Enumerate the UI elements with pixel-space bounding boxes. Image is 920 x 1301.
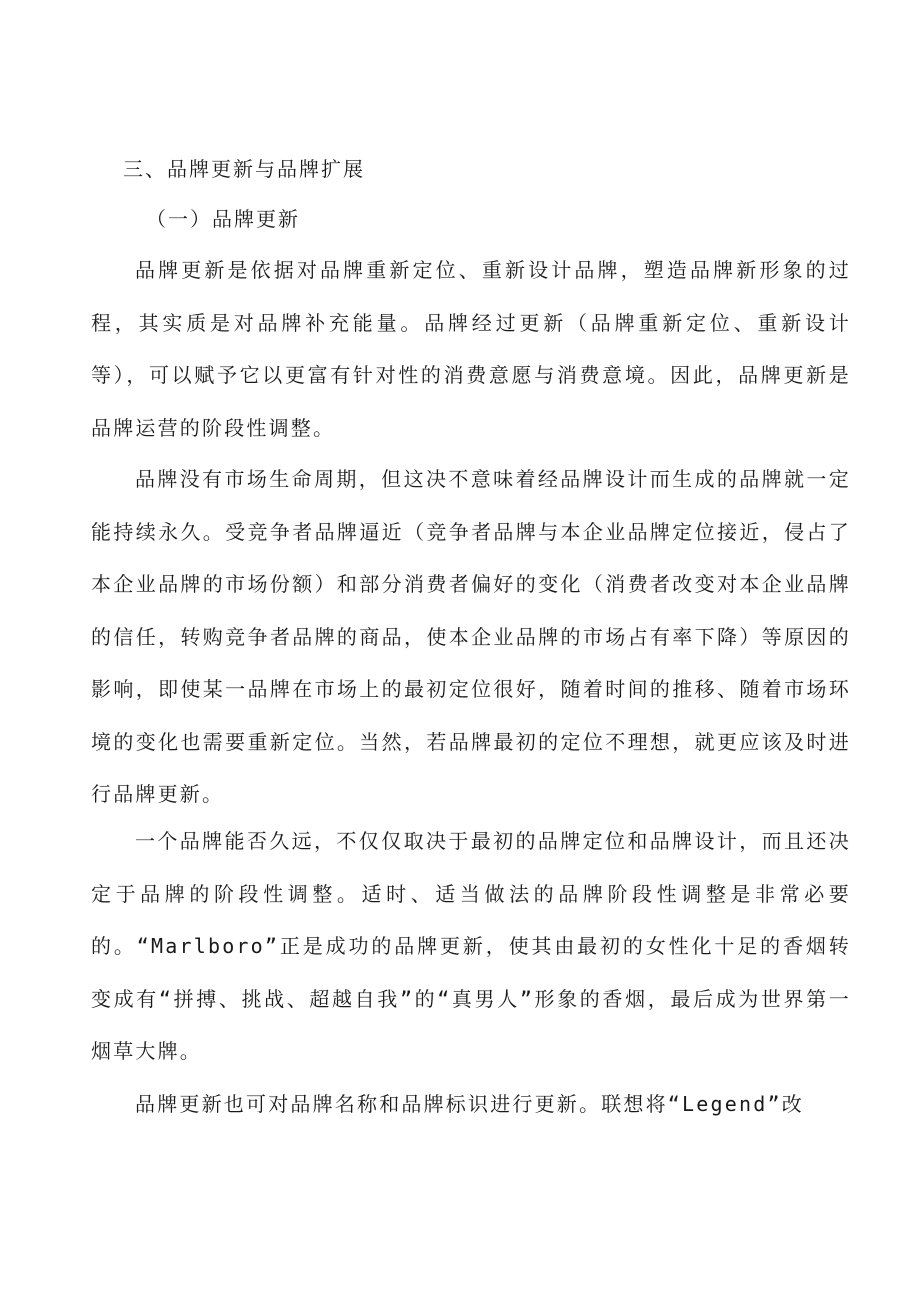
- paragraph-marlboro-example: 一个品牌能否久远，不仅仅取决于最初的品牌定位和品牌设计，而且还决定于品牌的阶段性调整。适时、适当做法的品牌阶段性调整是非常必要的。“Marlboro”正是成功的品牌更新，使其由最初的女性化十足的香烟转变成有“拼搏、挑战、超越自我”的“真男人”形象的香烟，最后成为世界第一烟草大牌。: [91, 829, 851, 1063]
- subsection-title: （一）品牌更新: [146, 207, 300, 231]
- paragraph-brand-renewal-definition: 品牌更新是依据对品牌重新定位、重新设计品牌，塑造品牌新形象的过程，其实质是对品牌补充能量。品牌经过更新（品牌重新定位、重新设计等），可以赋予它以更富有针对性的消费意愿与消费意境。因此，品牌更新是品牌运营的阶段性调整。: [91, 258, 851, 440]
- paragraph-brand-lifecycle: 品牌没有市场生命周期，但这决不意味着经品牌设计而生成的品牌就一定能持续永久。受竞争者品牌逼近（竞争者品牌与本企业品牌定位接近，侵占了本企业品牌的市场份额）和部分消费者偏好的变化（消费者改变对本企业品牌的信任，转购竞争者品牌的商品，使本企业品牌的市场占有率下降）等原因的影响，即使某一品牌在市场上的最初定位很好，随着时间的推移、随着市场环境的变化也需要重新定位。当然，若品牌最初的定位不理想，就更应该及时进行品牌更新。: [91, 467, 851, 806]
- section-title: 三、品牌更新与品牌扩展: [123, 157, 365, 181]
- paragraph-name-logo-renewal: 品牌更新也可对品牌名称和品牌标识进行更新。联想将“Legend”改: [135, 1092, 804, 1116]
